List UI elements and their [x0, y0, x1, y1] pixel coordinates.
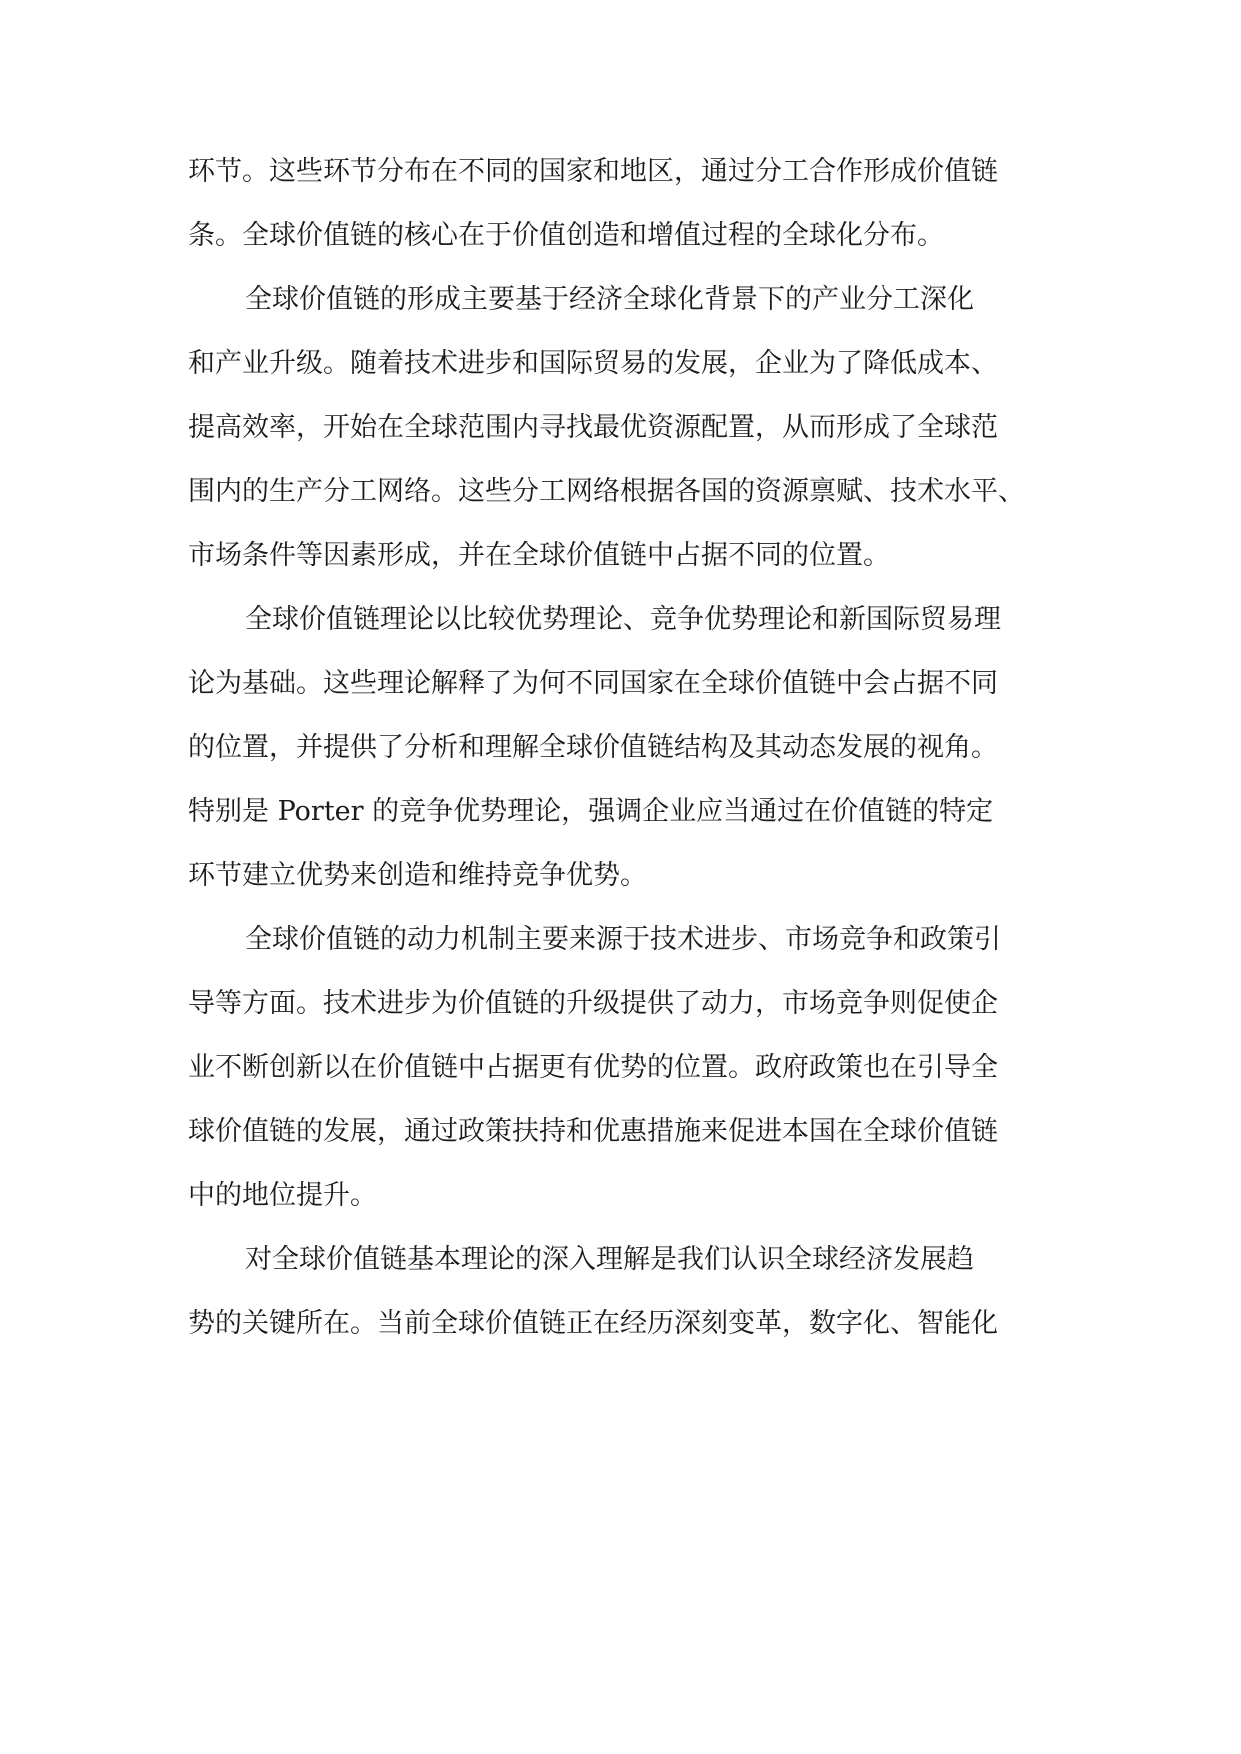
text-line: 市场条件等因素形成，并在全球价值链中占据不同的位置。	[188, 540, 890, 571]
text-line: 球价值链的发展，通过政策扶持和优惠措施来促进本国在全球价值链	[188, 1116, 998, 1147]
text-line: 论为基础。这些理论解释了为何不同国家在全球价值链中会占据不同	[188, 668, 998, 699]
text-line: 条。全球价值链的核心在于价值创造和增值过程的全球化分布。	[188, 220, 944, 251]
text-line: 特别是 Porter 的竞争优势理论，强调企业应当通过在价值链的特定	[188, 796, 994, 827]
text-line: 中的地位提升。	[188, 1180, 377, 1211]
text-line: 环节。这些环节分布在不同的国家和地区，通过分工合作形成价值链	[188, 156, 998, 187]
text-line: 提高效率，开始在全球范围内寻找最优资源配置，从而形成了全球范	[188, 412, 998, 443]
paragraph-first-line: 对全球价值链基本理论的深入理解是我们认识全球经济发展趋	[245, 1244, 974, 1275]
paragraph-first-line: 全球价值链的形成主要基于经济全球化背景下的产业分工深化	[245, 284, 974, 315]
text-line: 势的关键所在。当前全球价值链正在经历深刻变革，数字化、智能化	[188, 1308, 998, 1339]
body-text	[188, 140, 1050, 1356]
text-line: 的位置，并提供了分析和理解全球价值链结构及其动态发展的视角。	[188, 732, 998, 763]
text-line: 环节建立优势来创造和维持竞争优势。	[188, 860, 647, 891]
text-line: 导等方面。技术进步为价值链的升级提供了动力，市场竞争则促使企	[188, 988, 998, 1019]
paragraph-first-line: 全球价值链理论以比较优势理论、竞争优势理论和新国际贸易理	[245, 604, 1001, 635]
text-line: 和产业升级。随着技术进步和国际贸易的发展，企业为了降低成本、	[188, 348, 998, 379]
text-line: 业不断创新以在价值链中占据更有优势的位置。政府政策也在引导全	[188, 1052, 998, 1083]
paragraph-first-line: 全球价值链的动力机制主要来源于技术进步、市场竞争和政策引	[245, 924, 1001, 955]
text-line: 围内的生产分工网络。这些分工网络根据各国的资源禀赋、技术水平、	[188, 476, 1025, 507]
